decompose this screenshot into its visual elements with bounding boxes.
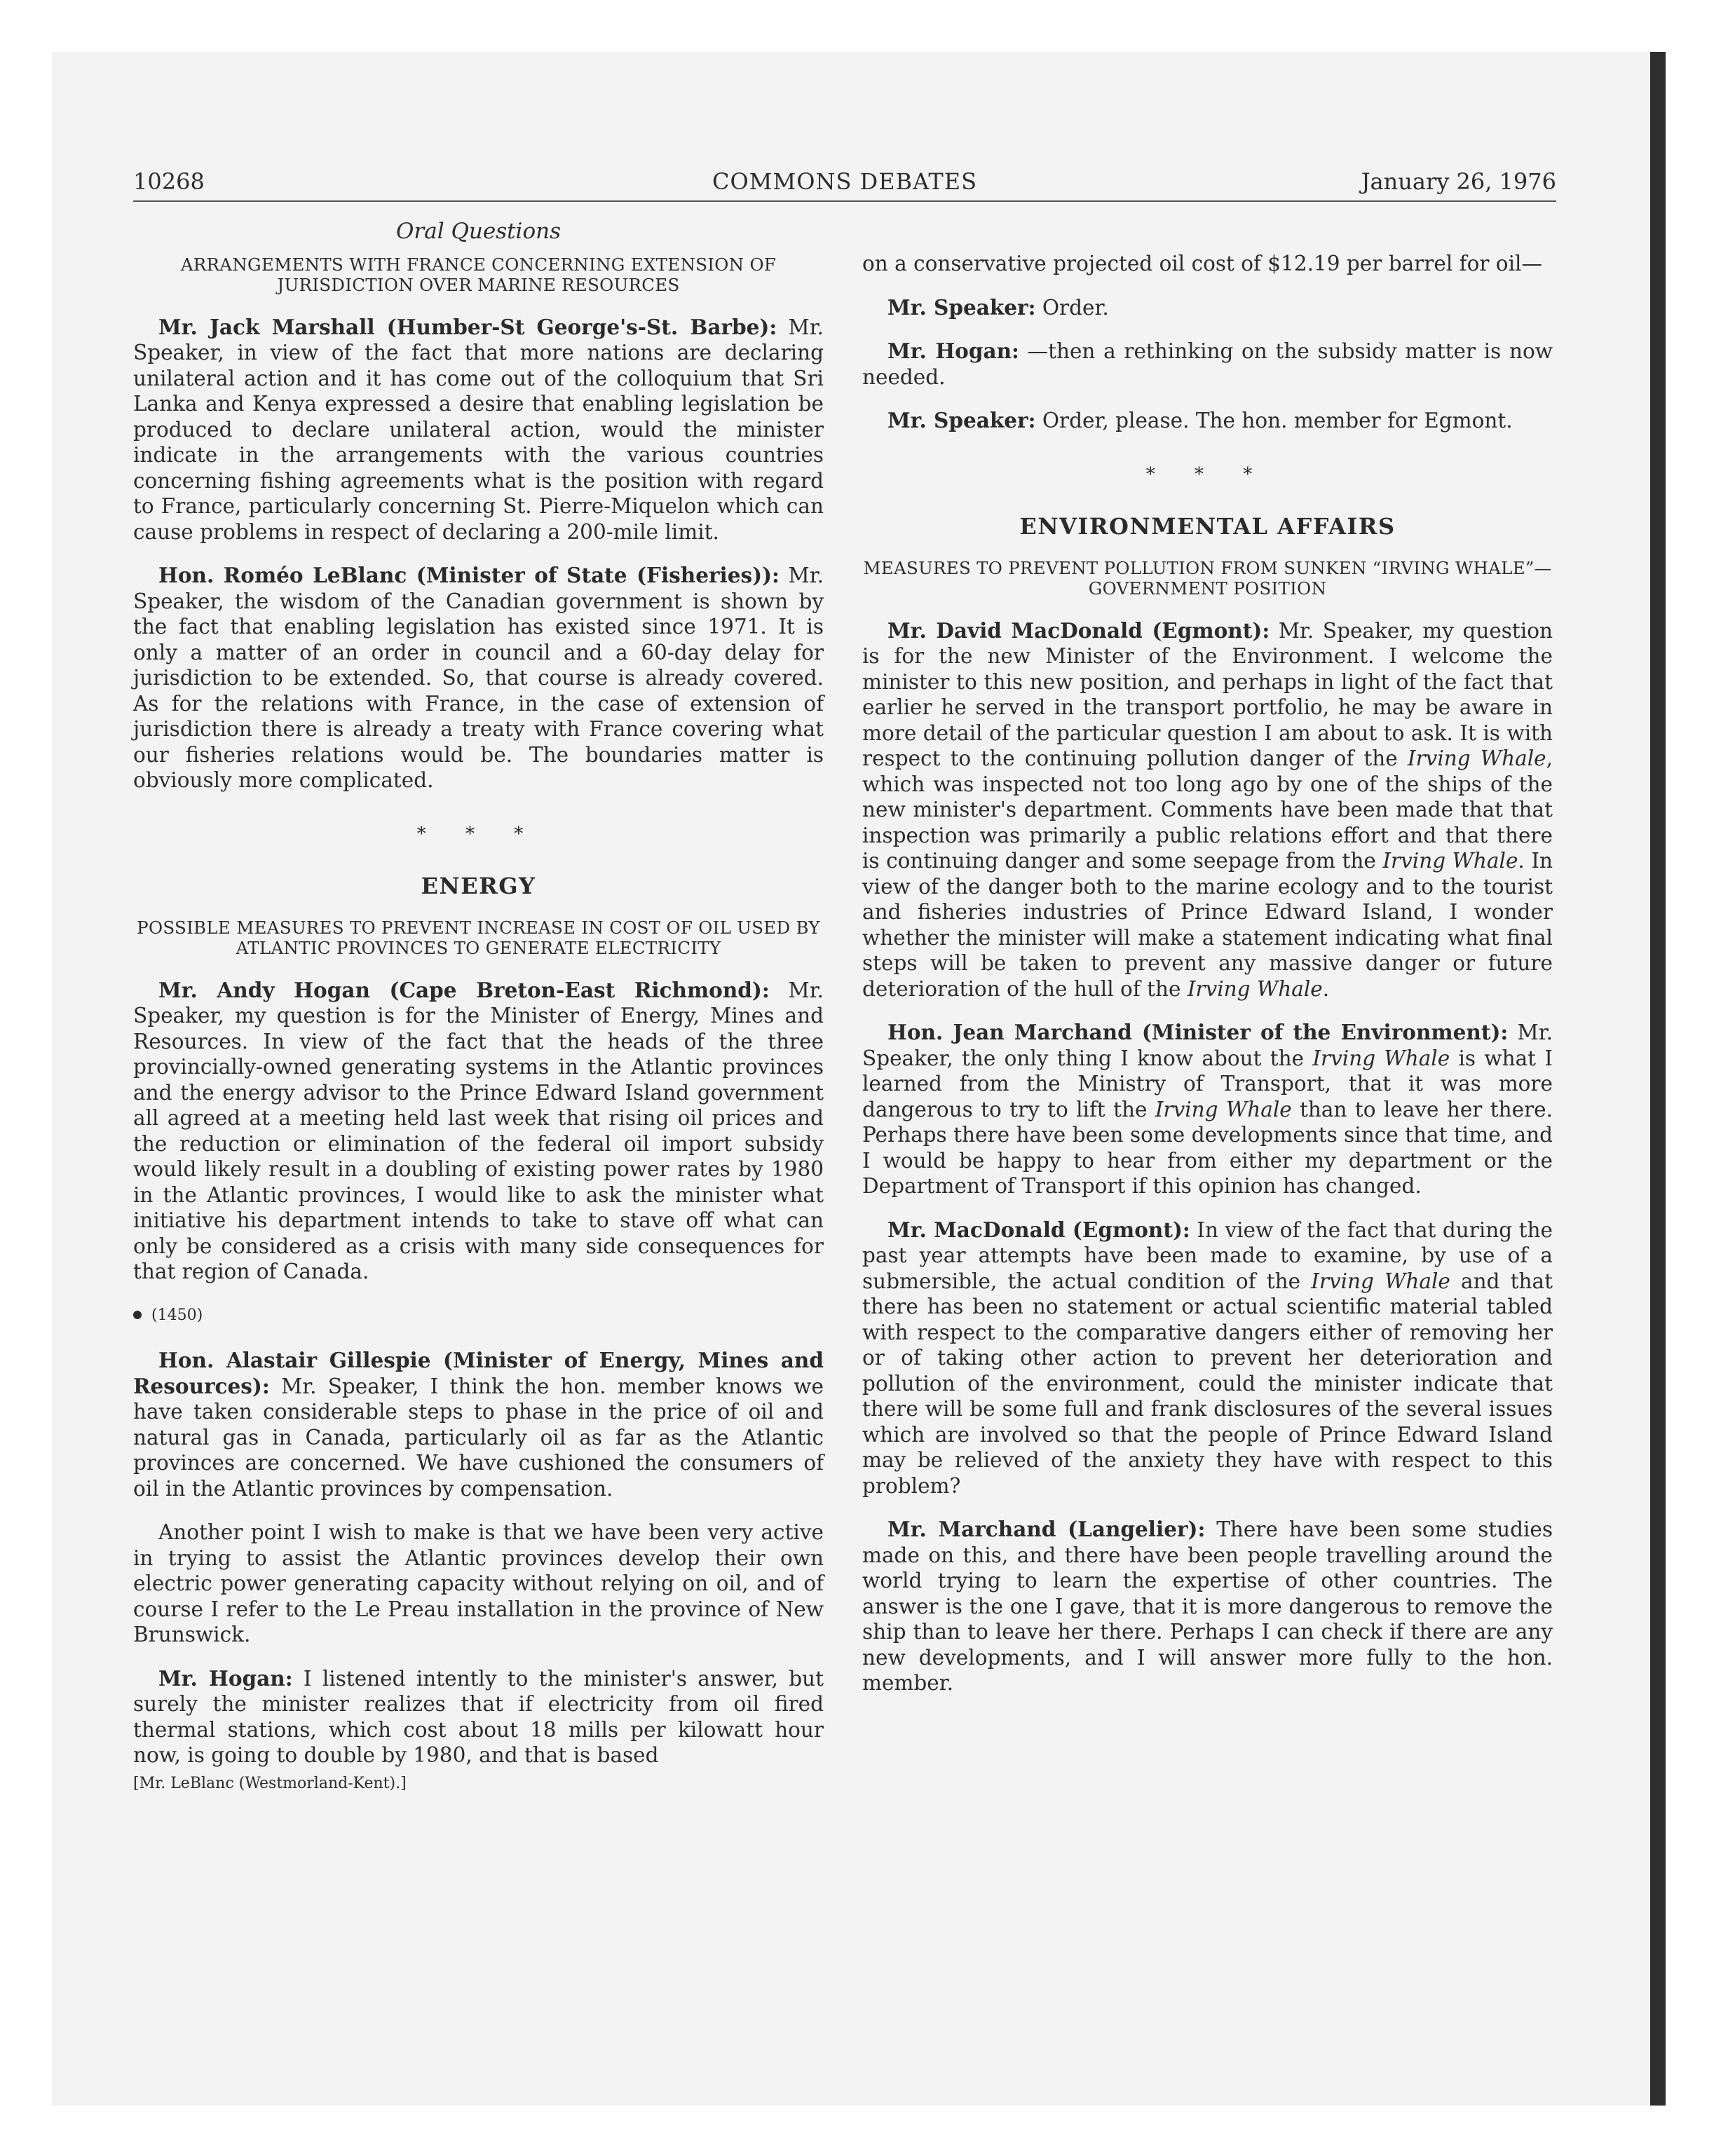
- subject-heading: ARRANGEMENTS WITH FRANCE CONCERNING EXTENSION OF JURISDICTION OVER MARINE RESOURCES: [180, 254, 777, 295]
- vessel-name: Irving Whale: [1382, 849, 1518, 873]
- publication-title: COMMONS DEBATES: [712, 168, 978, 195]
- speech-text: , which was inspected not too long ago by one of the ships of the new minister's department. Comments have been made that that inspection was primarily a public relations effort and that there is continuing danger and some seepage from the: [862, 746, 1553, 873]
- speech-text: than to leave her there. Perhaps there have been some developments since that time, and I would be happy to hear from either my department or the Department of Transport if this opinion has changed.: [862, 1097, 1553, 1198]
- right-column: [862, 251, 1553, 1714]
- speaker-name: Mr. David MacDonald (Egmont):: [887, 618, 1270, 643]
- speaker-name: Mr. Marchand (Langelier):: [887, 1517, 1206, 1541]
- vessel-name: Irving Whale: [1155, 1097, 1292, 1121]
- speech-text: Mr. Speaker, the only thing I know about the: [862, 1021, 1553, 1070]
- speech-paragraph: [133, 1520, 824, 1648]
- subject-heading: MEASURES TO PREVENT POLLUTION FROM SUNKEN “IRVING WHALE”—GOVERNMENT POSITION: [863, 557, 1552, 599]
- speech-text: .: [1322, 976, 1330, 1001]
- speech-text: and that there has been no statement or actual scientific material tabled with respect to the comparative dangers either of removing her or of taking other action to prevent her deterioration and pollution of the environment, could the minister indicate that there will be some full and frank disclosures of the several issues which are involved so that the people of Prince Edward Island may be relieved of the anxiety they have with respect to this problem?: [862, 1269, 1553, 1498]
- speech-paragraph: [862, 618, 1553, 1002]
- speech-text: Mr. Speaker, my question is for the Minister of Energy, Mines and Resources. In view of the fact that the heads of the three provincially-owned generating systems in the Atlantic provinces and the energy advisor to the Prince Edward Island government all agreed at a meeting held last week that rising oil prices and the reduction or elimination of the federal oil import subsidy would likely result in a doubling of existing power rates by 1980 in the Atlantic provinces, I would like to ask the minister what initiative his department intends to take to stave off what can only be considered as a crisis with many side consequences for that region of Canada.: [133, 978, 824, 1283]
- page-number: 10268: [133, 168, 205, 195]
- speech-text: Mr. Speaker, I think the hon. member knows we have taken considerable steps to phase in the price of oil and natural gas in Canada, particularly oil as far as the Atlantic provinces are concerned. We have cushioned the consumers of oil in the Atlantic provinces by compensation.: [133, 1374, 824, 1501]
- vessel-name: Irving Whale: [1312, 1046, 1450, 1070]
- speaker-name: Hon. Jean Marchand (Minister of the Environment):: [887, 1020, 1509, 1044]
- speech-text: Another point I wish to make is that we have been very active in trying to assist the Atlantic provinces develop their own electric power generating capacity without relying on oil, and of course I refer to the Le Preau installation in the province of New Brunswick.: [133, 1520, 824, 1646]
- speaker-name: Hon. Alastair Gillespie (Minister of Energy, Mines and Resources):: [133, 1348, 824, 1398]
- speech-paragraph: [862, 295, 1553, 321]
- speech-text: Order.: [1042, 295, 1109, 320]
- speaker-name: Mr. Andy Hogan (Cape Breton-East Richmond):: [158, 977, 770, 1002]
- subject-heading: POSSIBLE MEASURES TO PREVENT INCREASE IN COST OF OIL USED BY ATLANTIC PROVINCES TO GENERATE ELECTRICITY: [137, 917, 820, 958]
- speech-paragraph: [133, 1666, 824, 1768]
- speech-paragraph: [862, 1020, 1553, 1199]
- speech-text: In view of the fact that during the past year attempts have been made to examine, by use of a submersible, the actual condition of the: [862, 1217, 1553, 1293]
- speech-paragraph: [133, 563, 824, 793]
- section-separator: * * *: [1145, 463, 1270, 485]
- vessel-name: Irving Whale: [1311, 1269, 1450, 1293]
- speech-text: There have been some studies made on this, and there have been people travelling around the world trying to learn the expertise of other countries. The answer is the one I gave, that it is more dangerous to remove the ship than to leave her there. Perhaps I can check if there are any new developments, and I will answer more fully to the hon. member.: [862, 1517, 1553, 1695]
- speech-text: —then a rethinking on the subsidy matter is now needed.: [862, 339, 1553, 389]
- speech-text: Order, please. The hon. member for Egmont.: [1042, 409, 1513, 432]
- speech-paragraph: [133, 315, 824, 545]
- vessel-name: Irving Whale: [1187, 976, 1323, 1001]
- scan-border: [1650, 52, 1666, 2106]
- bullet-icon: [133, 1311, 142, 1319]
- speech-text: I listened intently to the minister's answer, but surely the minister realizes that if electricity from oil fired thermal stations, which cost about 18 mills per kilowatt hour now, is going to double by 1980, and that is based: [133, 1666, 824, 1767]
- speaker-name: Mr. Speaker:: [887, 408, 1036, 432]
- speech-paragraph: [862, 408, 1553, 434]
- speech-text: Mr. Speaker, in view of the fact that more nations are declaring unilateral action and it has come out of the colloquium that Sri Lanka and Kenya expressed a desire that enabling legislation be produced to declare unilateral action, would the minister indicate in the arrangements with the various countries concerning fishing agreements what is the position with regard to France, particularly concerning St. Pierre-Miquelon which can cause problems in respect of declaring a 200-mile limit.: [133, 315, 824, 544]
- speaker-name: Mr. MacDonald (Egmont):: [887, 1217, 1190, 1242]
- speech-paragraph: [862, 1217, 1553, 1499]
- speaker-name: Hon. Roméo LeBlanc (Minister of State (Fisheries)):: [158, 563, 780, 587]
- speech-text: Mr. Speaker, my question is for the new Minister of the Environment. I welcome the minister to this new position, and perhaps in light of the fact that earlier he served in the transport portfolio, he may be aware in more detail of the particular question I am about to ask. It is with respect to the continuing pollution danger of the: [862, 618, 1553, 770]
- section-separator: * * *: [416, 823, 540, 845]
- left-column: [133, 216, 824, 1796]
- speaker-name: Mr. Jack Marshall (Humber-St George's-St. Barbe):: [158, 314, 777, 339]
- section-heading: ENVIRONMENTAL AFFAIRS: [1019, 513, 1396, 540]
- time-stamp: (1450): [151, 1306, 203, 1324]
- page-header: [133, 168, 1556, 200]
- speaker-name: Mr. Speaker:: [887, 294, 1036, 320]
- time-marker: [133, 1303, 824, 1329]
- speaker-footnote: [Mr. LeBlanc (Westmorland-Kent).]: [133, 1774, 407, 1792]
- speech-text: on a conservative projected oil cost of $12.19 per barrel for oil—: [862, 252, 1542, 275]
- speech-paragraph: [862, 339, 1553, 390]
- header-rule: [133, 200, 1556, 202]
- speech-paragraph: [862, 1517, 1553, 1696]
- speaker-name: Mr. Hogan:: [158, 1665, 293, 1691]
- speech-text: is what I learned from the Ministry of Transport, that it was more dangerous to try to lift the: [862, 1046, 1553, 1121]
- speaker-name: Mr. Hogan:: [887, 339, 1019, 363]
- vessel-name: Irving Whale: [1407, 746, 1546, 770]
- section-heading: ENERGY: [421, 873, 536, 899]
- speech-paragraph: [133, 1348, 824, 1501]
- speech-text: Mr. Speaker, the wisdom of the Canadian government is shown by the fact that enabling legislation has existed since 1971. It is only a matter of an order in council and a 60-day delay for jurisdiction to be extended. So, that course is already covered. As for the relations with France, in the case of extension of jurisdiction there is already a treaty with France covering what our fisheries relations would be. The boundaries matter is obviously more complicated.: [133, 564, 824, 792]
- publication-date: January 26, 1976: [1361, 168, 1556, 195]
- speech-paragraph: [133, 978, 824, 1285]
- running-head: Oral Questions: [395, 219, 562, 244]
- speech-text: . In view of the danger both to the marine ecology and to the tourist and fisheries industries of Prince Edward Island, I wonder whether the minister will make a statement indicating what final steps will be taken to prevent any massive danger or future deterioration of the hull of the: [862, 849, 1553, 1001]
- speech-paragraph: [862, 251, 1553, 277]
